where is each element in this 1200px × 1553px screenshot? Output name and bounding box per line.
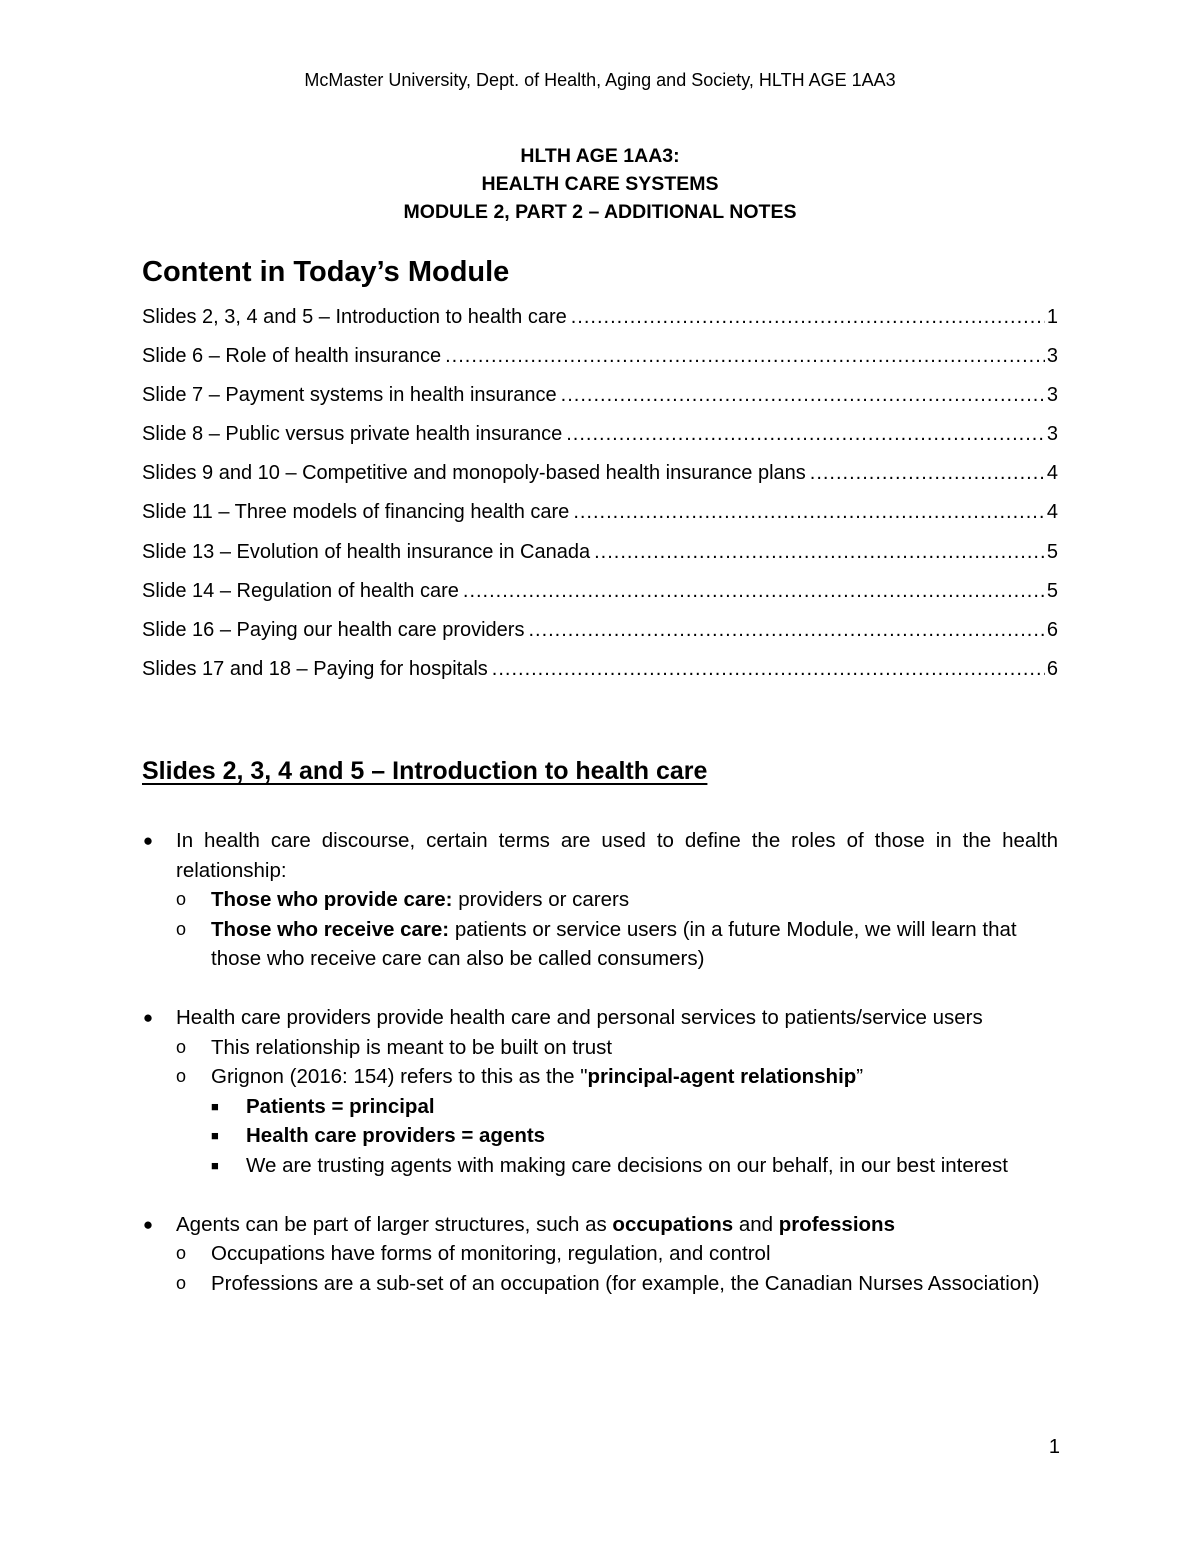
toc-entry-label: Slide 13 – Evolution of health insurance in Canada bbox=[142, 540, 591, 563]
toc-entry-label: Slide 8 – Public versus private health insurance bbox=[142, 423, 563, 446]
hollow-circle-icon: o bbox=[176, 918, 187, 939]
page-number: 1 bbox=[1048, 1436, 1060, 1458]
closing-quote: ” bbox=[856, 1065, 864, 1088]
toc-leader bbox=[566, 418, 1045, 451]
toc-entry-page: 6 bbox=[1046, 657, 1058, 680]
toc-entry-label: Slides 2, 3, 4 and 5 – Introduction to health care bbox=[142, 306, 567, 328]
square-bullet-icon: ■ bbox=[211, 1128, 219, 1143]
sub-list-item-text: Professions are a sub-set of an occupation (for example, the Canadian Nurses Association) bbox=[211, 1271, 1040, 1295]
sub-sub-list-item bbox=[211, 1151, 1058, 1181]
toc-entry-page: 5 bbox=[1046, 540, 1058, 563]
toc-entry[interactable] bbox=[142, 614, 1058, 653]
toc-leader bbox=[571, 301, 1045, 334]
sub-list-item bbox=[176, 1239, 1058, 1269]
sub-list-item bbox=[176, 885, 1058, 915]
toc-entry-page: 4 bbox=[1046, 501, 1058, 524]
bullet-list bbox=[142, 826, 1058, 1298]
section-heading: Slides 2, 3, 4 and 5 – Introduction to health care bbox=[142, 757, 708, 785]
toc-leader bbox=[445, 340, 1045, 373]
toc-entry[interactable] bbox=[142, 653, 1058, 692]
term-bold: Those who provide care: bbox=[211, 888, 453, 911]
table-of-contents bbox=[142, 301, 1058, 692]
hollow-circle-icon: o bbox=[176, 1066, 187, 1086]
sub-list bbox=[176, 1239, 1058, 1298]
toc-entry-label: Slide 6 – Role of health insurance bbox=[142, 345, 442, 368]
list-item-text bbox=[176, 1210, 1058, 1240]
sub-sub-list-item-text: Patients = principal bbox=[246, 1094, 435, 1118]
sub-sub-list-item bbox=[211, 1092, 1058, 1122]
sub-list-item-text: Grignon (2016: 154) refers to this as the " bbox=[211, 1065, 588, 1088]
title-module: MODULE 2, PART 2 – ADDITIONAL NOTES bbox=[403, 201, 797, 223]
term-bold: occupations bbox=[612, 1212, 734, 1236]
hollow-circle-icon: o bbox=[176, 1272, 187, 1293]
toc-entry[interactable] bbox=[142, 379, 1058, 418]
term-definition: providers or carers bbox=[452, 888, 630, 911]
bullet-icon: ● bbox=[142, 1008, 154, 1027]
sub-list bbox=[176, 885, 1058, 974]
term-bold: professions bbox=[778, 1212, 895, 1236]
toc-entry-label: Slides 9 and 10 – Competitive and monopoly-based health insurance plans bbox=[142, 462, 806, 485]
toc-entry[interactable] bbox=[142, 340, 1058, 379]
sub-sub-list-item-text: Health care providers = agents bbox=[246, 1124, 546, 1147]
toc-leader bbox=[492, 653, 1045, 686]
toc-heading: Content in Today’s Module bbox=[142, 256, 510, 288]
toc-entry-page: 3 bbox=[1046, 345, 1058, 368]
sub-list-item-text: This relationship is meant to be built on trust bbox=[211, 1035, 613, 1059]
hollow-circle-icon: o bbox=[176, 1036, 187, 1057]
square-bullet-icon: ■ bbox=[211, 1157, 219, 1173]
list-item bbox=[142, 826, 1058, 974]
toc-entry-page: 3 bbox=[1046, 384, 1058, 407]
term-bold: principal-agent relationship bbox=[587, 1065, 857, 1088]
toc-entry-label: Slide 14 – Regulation of health care bbox=[142, 579, 459, 602]
toc-entry[interactable] bbox=[142, 301, 1058, 340]
toc-entry-label: Slide 11 – Three models of financing health care bbox=[142, 501, 570, 524]
sub-list-item bbox=[176, 915, 1058, 974]
toc-leader bbox=[528, 614, 1044, 647]
list-item-text-part: Agents can be part of larger structures, such as bbox=[176, 1212, 613, 1236]
sub-sub-list bbox=[211, 1092, 1058, 1181]
list-item bbox=[142, 1003, 1058, 1180]
section-content bbox=[142, 826, 1058, 1298]
bullet-icon: ● bbox=[142, 1214, 154, 1234]
sub-list-item-text: Occupations have forms of monitoring, regulation, and control bbox=[211, 1242, 771, 1265]
list-item-text: In health care discourse, certain terms are used to define the roles of those in the health relationship: bbox=[176, 829, 1058, 882]
sub-list-item bbox=[176, 1062, 1058, 1180]
running-header: McMaster University, Dept. of Health, Aging and Society, HLTH AGE 1AA3 bbox=[304, 70, 896, 90]
toc-entry[interactable] bbox=[142, 457, 1058, 496]
hollow-circle-icon: o bbox=[176, 1243, 187, 1263]
title-course-name: HEALTH CARE SYSTEMS bbox=[481, 173, 719, 195]
toc-leader bbox=[463, 575, 1045, 608]
sub-list-item bbox=[176, 1269, 1058, 1299]
list-item-text: Health care providers provide health care and personal services to patients/service users bbox=[176, 1006, 983, 1029]
toc-entry[interactable] bbox=[142, 496, 1058, 535]
toc-entry-page: 1 bbox=[1046, 306, 1058, 328]
hollow-circle-icon: o bbox=[176, 889, 187, 909]
list-item-text-part: and bbox=[733, 1212, 779, 1236]
toc-leader bbox=[594, 536, 1045, 569]
bullet-icon: ● bbox=[142, 831, 154, 850]
toc-entry[interactable] bbox=[142, 575, 1058, 614]
term-definition: patients or service users (in a future Module, we will learn that those who receive care can also be called consumers) bbox=[211, 917, 1017, 970]
sub-list-item bbox=[176, 1033, 1058, 1063]
toc-entry-page: 3 bbox=[1046, 423, 1058, 446]
document-title bbox=[0, 142, 1200, 226]
sub-sub-list-item bbox=[211, 1121, 1058, 1151]
toc-leader bbox=[573, 496, 1045, 529]
toc-leader bbox=[561, 379, 1045, 412]
toc-entry-label: Slide 16 – Paying our health care providers bbox=[142, 618, 525, 641]
toc-entry[interactable] bbox=[142, 418, 1058, 457]
toc-entry-page: 6 bbox=[1046, 618, 1058, 641]
sub-list bbox=[176, 1033, 1058, 1181]
toc-entry-label: Slide 7 – Payment systems in health insurance bbox=[142, 384, 557, 407]
sub-sub-list-item-text: We are trusting agents with making care decisions on our behalf, in our best interest bbox=[246, 1153, 1008, 1177]
toc-entry[interactable] bbox=[142, 536, 1058, 575]
term-bold: Those who receive care: bbox=[211, 917, 450, 941]
toc-leader bbox=[810, 457, 1045, 490]
title-course-code: HLTH AGE 1AA3: bbox=[520, 145, 680, 167]
toc-entry-page: 5 bbox=[1046, 579, 1058, 602]
list-item bbox=[142, 1210, 1058, 1299]
toc-entry-label: Slides 17 and 18 – Paying for hospitals bbox=[142, 657, 488, 680]
square-bullet-icon: ■ bbox=[211, 1098, 219, 1114]
toc-entry-page: 4 bbox=[1046, 462, 1058, 485]
